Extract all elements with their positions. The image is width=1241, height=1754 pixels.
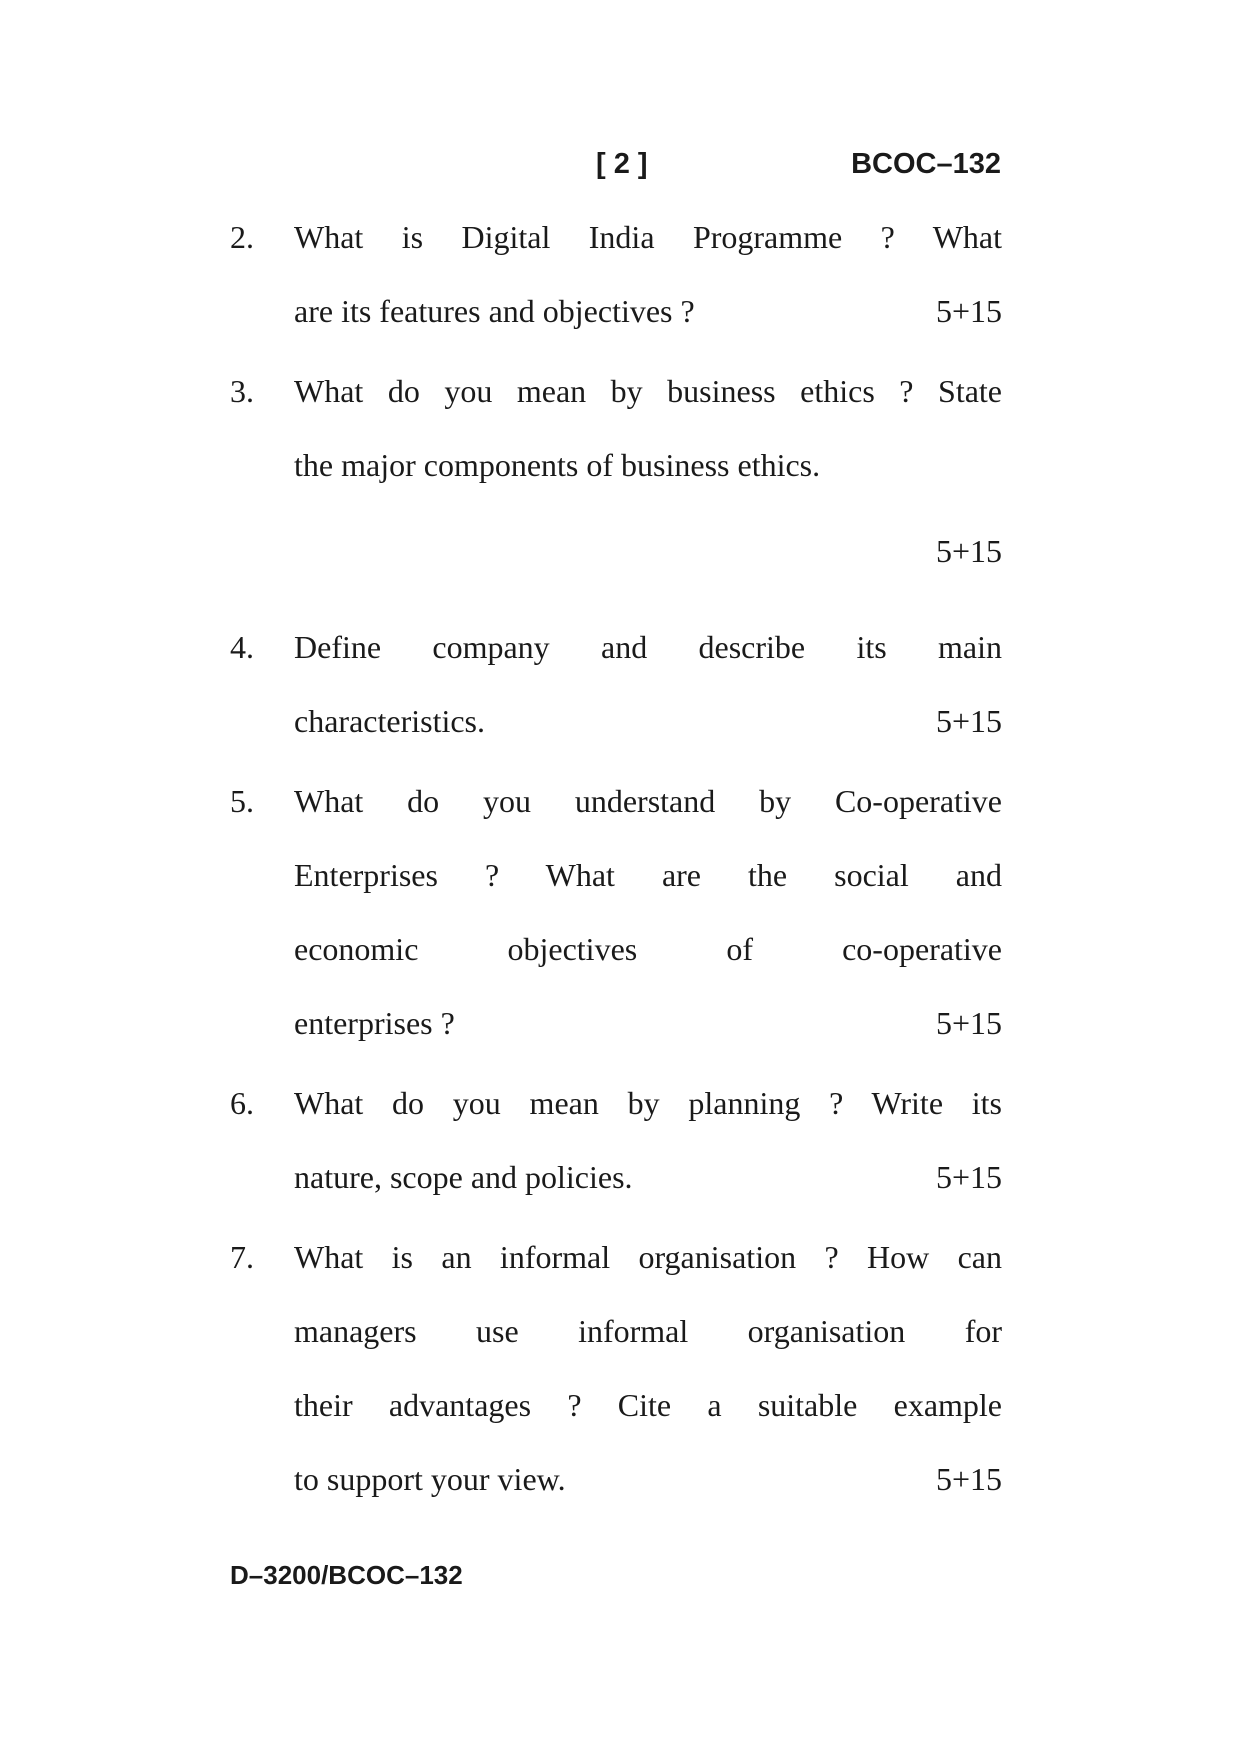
question-number: 6. xyxy=(230,1085,254,1121)
page-header xyxy=(0,148,1241,188)
question-line: their advantages ? Cite a suitable example xyxy=(294,1387,1002,1423)
question-text xyxy=(294,354,1002,588)
question-text xyxy=(294,200,1002,348)
question-text xyxy=(294,610,1002,758)
question-text xyxy=(294,1220,1002,1516)
question-line: economic objectives of co-operative xyxy=(294,931,1002,967)
marks: 5+15 xyxy=(935,293,1002,329)
footer-code: D–3200/BCOC–132 xyxy=(230,1560,463,1590)
marks: 5+15 xyxy=(935,1159,1002,1195)
marks: 5+15 xyxy=(935,1461,1002,1497)
question-4 xyxy=(230,610,1002,758)
page-number: [ 2 ] xyxy=(596,148,648,180)
question-line: the major components of business ethics. xyxy=(294,447,821,483)
marks: 5+15 xyxy=(935,533,1002,569)
question-line: What do you mean by business ethics ? State xyxy=(294,373,1002,409)
question-number: 2. xyxy=(230,219,254,255)
marks: 5+15 xyxy=(935,703,1002,739)
question-3 xyxy=(230,354,1002,588)
question-number: 5. xyxy=(230,783,254,819)
question-line: enterprises ? xyxy=(294,1005,455,1041)
question-line: What do you understand by Co-operative xyxy=(294,783,1002,819)
question-line: What is Digital India Programme ? What xyxy=(294,219,1002,255)
question-text xyxy=(294,764,1002,1060)
question-2 xyxy=(230,200,1002,348)
question-line: characteristics. xyxy=(294,703,485,739)
question-number: 3. xyxy=(230,373,254,409)
marks: 5+15 xyxy=(935,1005,1002,1041)
question-6 xyxy=(230,1066,1002,1214)
question-line: nature, scope and policies. xyxy=(294,1159,633,1195)
question-line: Define company and describe its main xyxy=(294,629,1002,665)
question-line: are its features and objectives ? xyxy=(294,293,695,329)
question-number: 7. xyxy=(230,1239,254,1275)
question-line: to support your view. xyxy=(294,1461,566,1497)
question-line: What do you mean by planning ? Write its xyxy=(294,1085,1002,1121)
question-line: Enterprises ? What are the social and xyxy=(294,857,1002,893)
question-line: What is an informal organisation ? How can xyxy=(294,1239,1002,1275)
question-line: managers use informal organisation for xyxy=(294,1313,1002,1349)
course-code: BCOC–132 xyxy=(851,148,1001,180)
question-5 xyxy=(230,764,1002,1060)
question-7 xyxy=(230,1220,1002,1516)
question-text xyxy=(294,1066,1002,1214)
question-number: 4. xyxy=(230,629,254,665)
